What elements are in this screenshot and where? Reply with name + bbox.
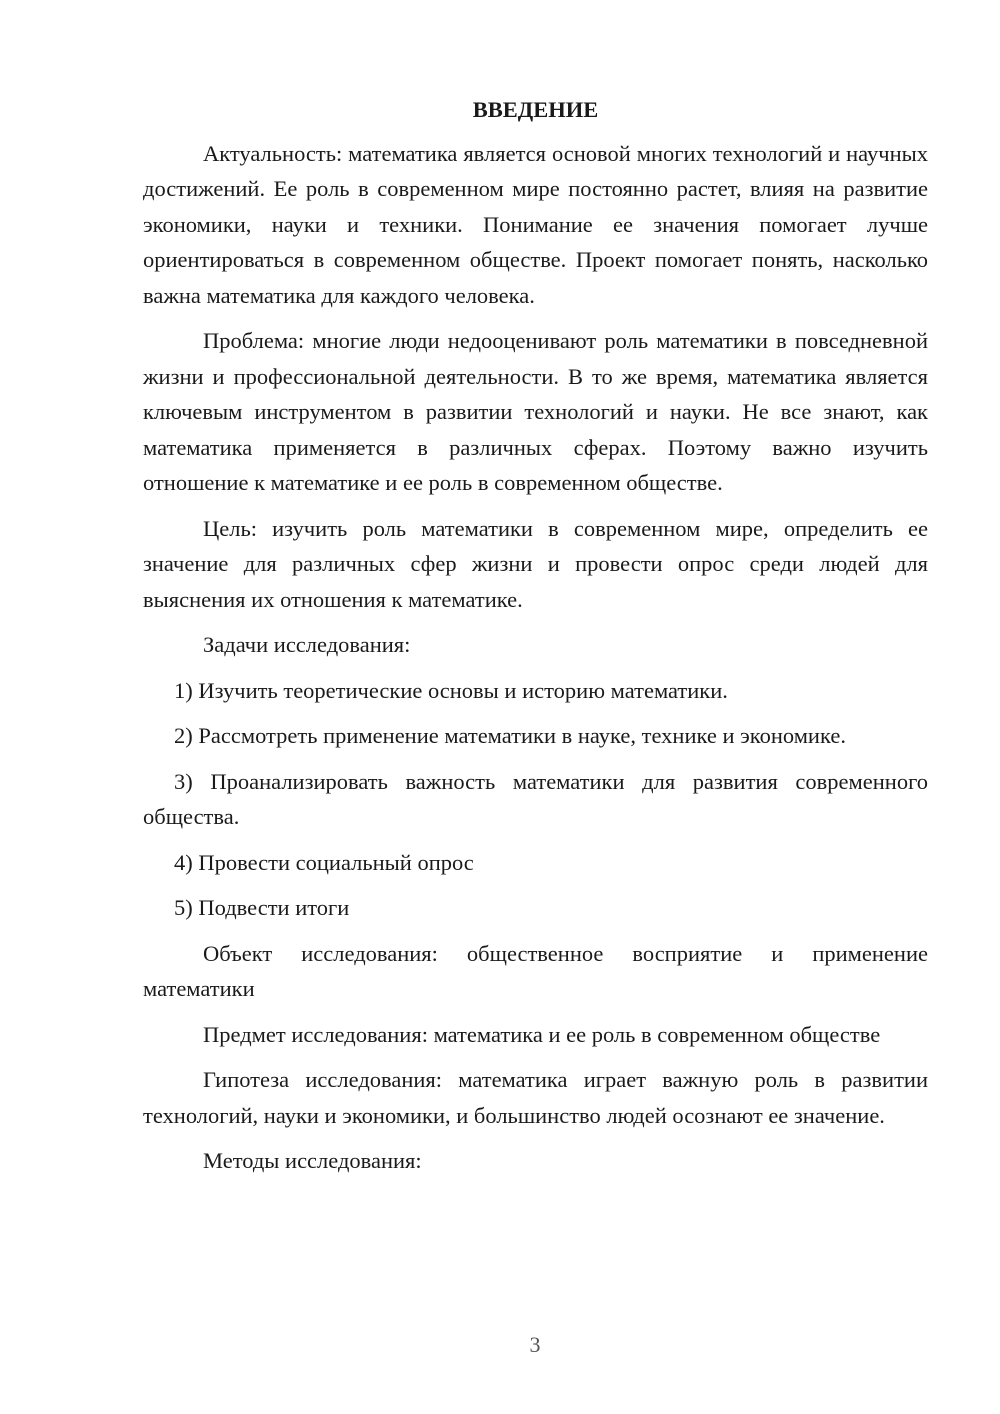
task-item-1: 1) Изучить теоретические основы и историю математики. — [174, 677, 728, 703]
document-page — [143, 92, 928, 1189]
relevance-paragraph: Актуальность: математика является основой многих технологий и научных достижений. Ее роль в современном мире постоянно растет, влияя на развитие экономики, науки и техники. Понимание ее значения помогает лучше ориентироваться в современном обществе. Проект помогает понять, насколько важна математика для каждого человека. — [143, 140, 928, 308]
task-item-2: 2) Рассмотреть применение математики в науке, технике и экономике. — [174, 723, 846, 748]
task-item-5: 5) Подвести итоги — [174, 895, 350, 920]
page-number: 3 — [529, 1332, 541, 1357]
subject-paragraph: Предмет исследования: математика и ее роль в современном обществе — [203, 1021, 881, 1047]
goal-paragraph: Цель: изучить роль математики в современном мире, определить ее значение для различных сфер жизни и провести опрос среди людей для выяснения их отношения к математике. — [143, 515, 928, 612]
hypothesis-paragraph: Гипотеза исследования: математика играет важную роль в развитии технологий, науки и экономики, и большинство людей осознают ее значение. — [143, 1067, 928, 1128]
tasks-heading: Задачи исследования: — [203, 632, 411, 657]
section-title: ВВЕДЕНИЕ — [472, 97, 599, 122]
task-item-4: 4) Провести социальный опрос — [174, 849, 474, 875]
task-item-3: 3) Проанализировать важность математики для развития современного общества. — [143, 768, 928, 829]
problem-paragraph: Проблема: многие люди недооценивают роль математики в повседневной жизни и профессиональной деятельности. В то же время, математика является ключевым инструментом в развитии технологий и науки. Не все знают, как математика применяется в различных сферах. Поэтому важно изучить отношение к математике и ее роль в современном обществе. — [143, 328, 928, 495]
object-paragraph: Объект исследования: общественное восприятие и применение математики — [143, 940, 928, 1001]
methods-heading: Методы исследования: — [203, 1148, 422, 1173]
